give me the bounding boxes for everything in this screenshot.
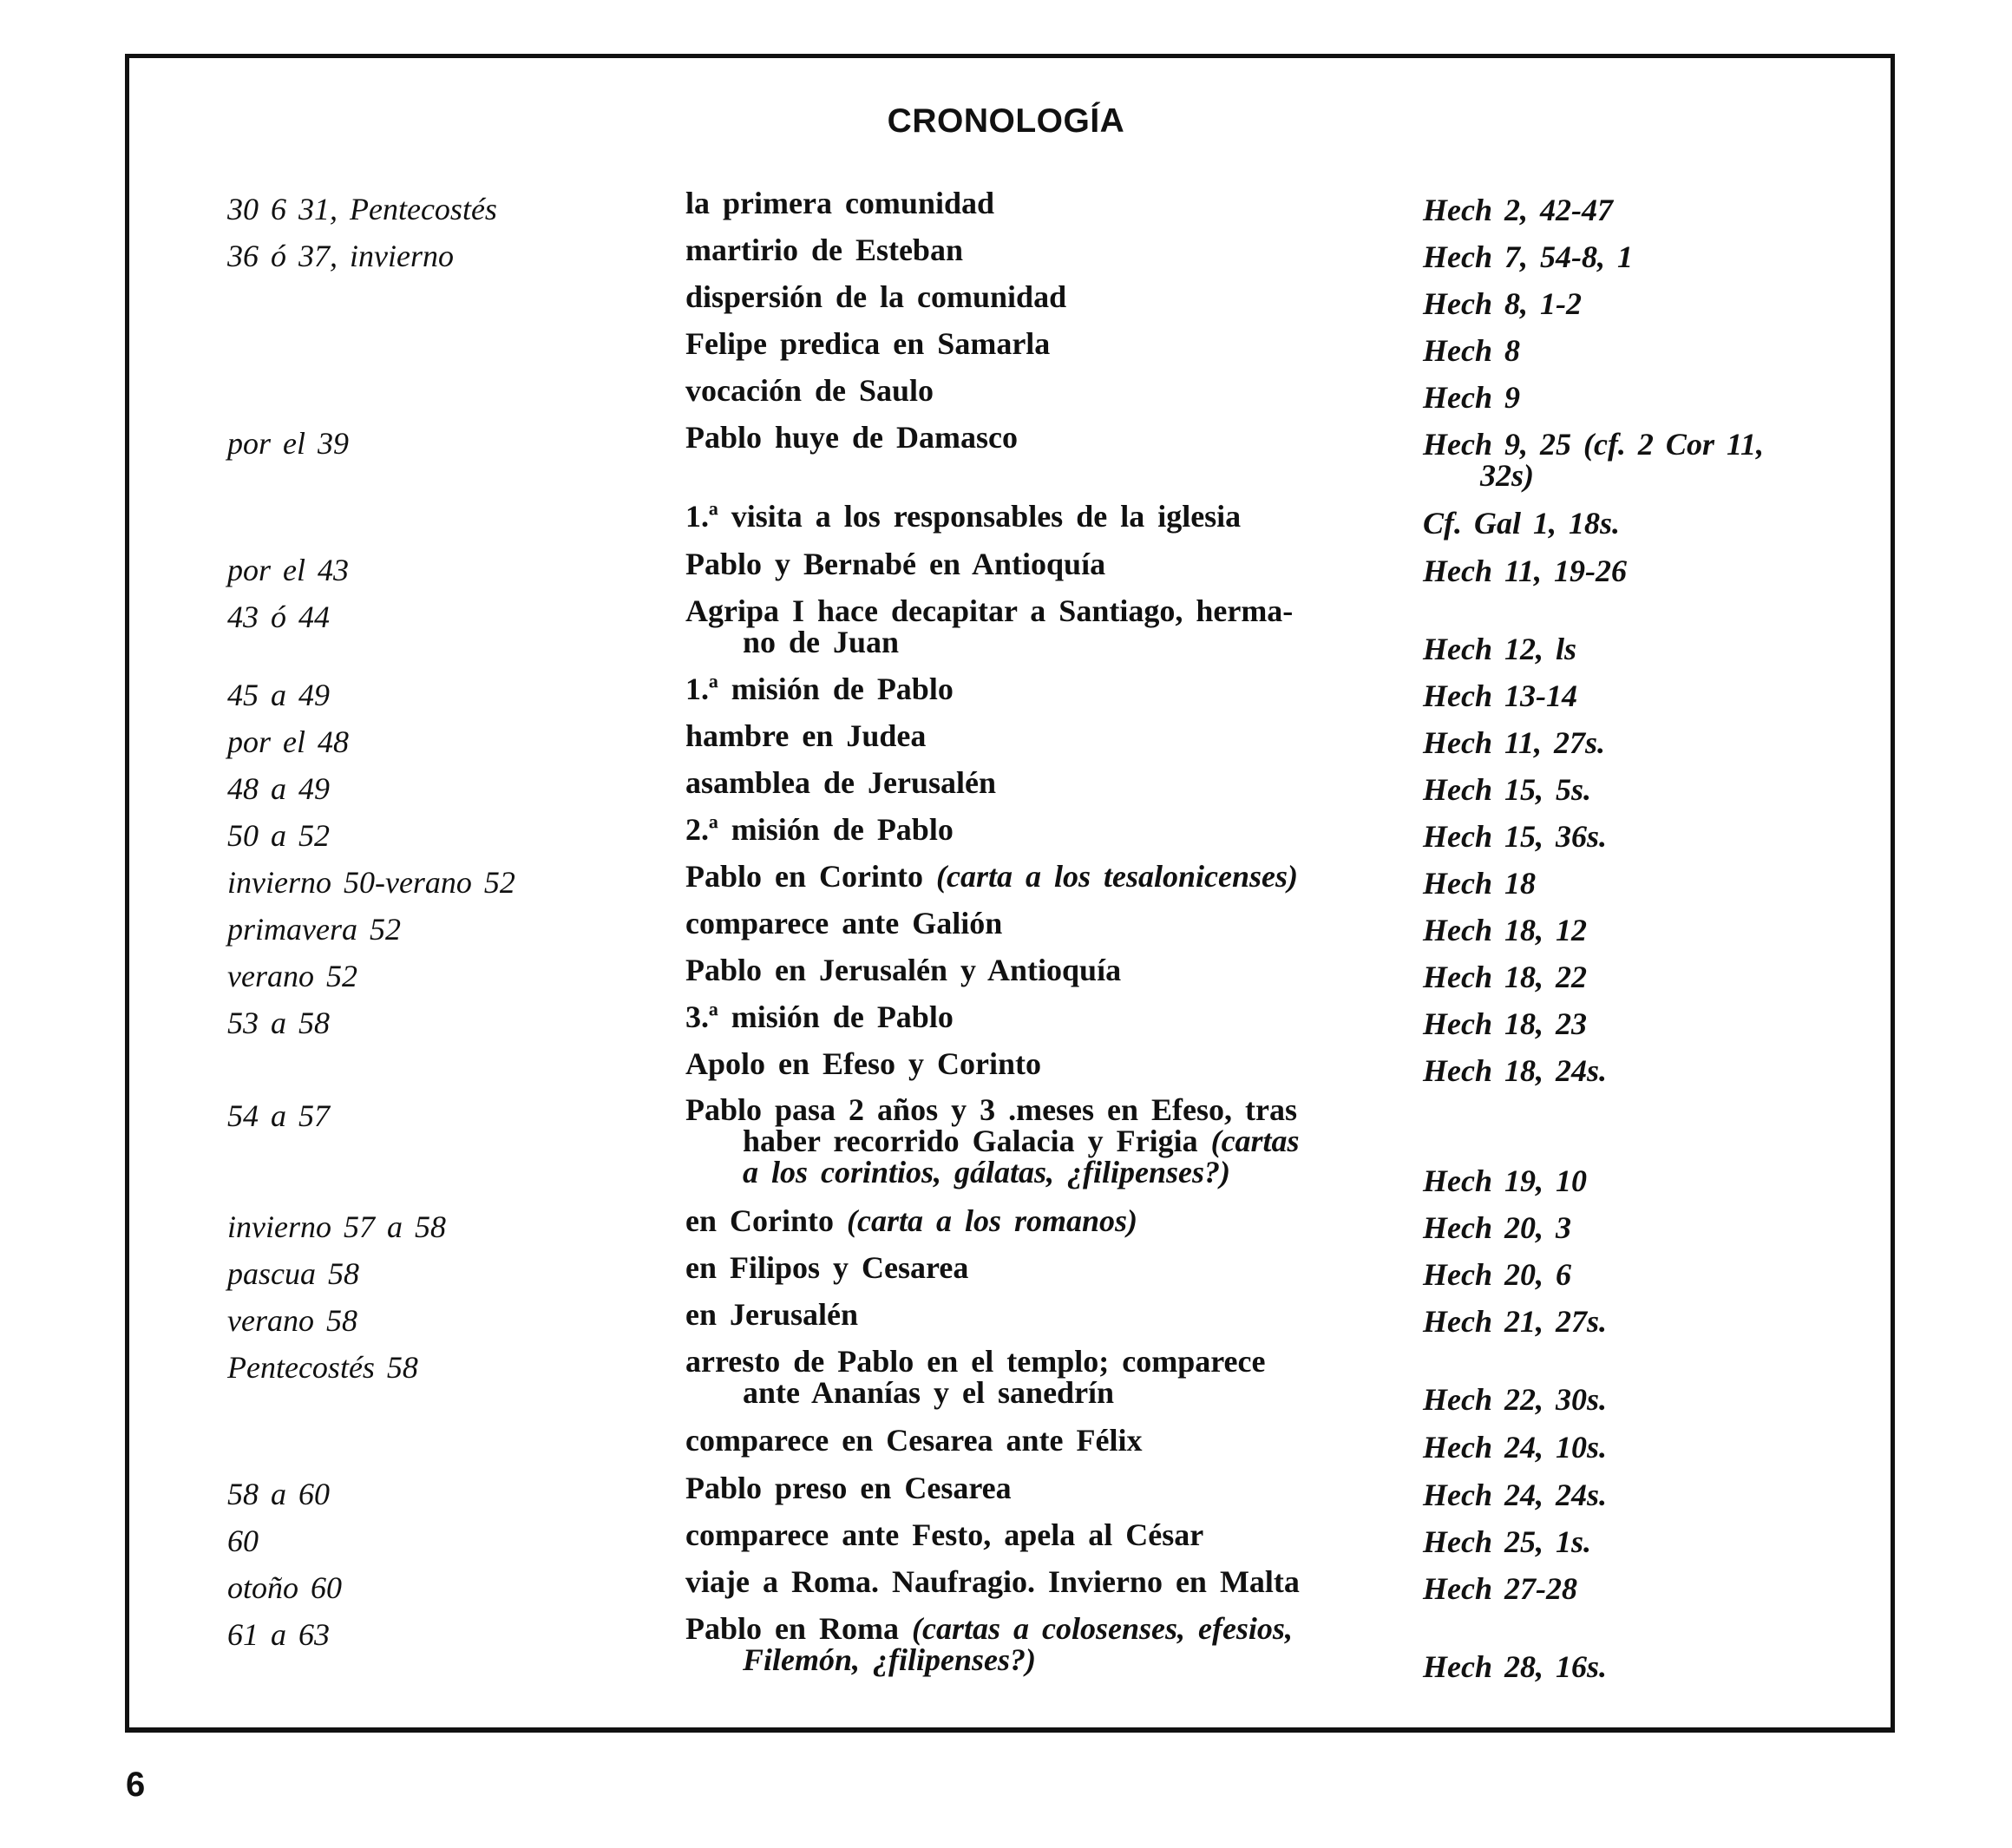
row-date: verano 58: [227, 1303, 357, 1338]
event-line: asamblea de Jerusalén: [685, 765, 996, 800]
row-reference: [1423, 1526, 1813, 1557]
row-event: [685, 1048, 1336, 1079]
row-reference: [1423, 1259, 1813, 1290]
reference-line: Hech 15, 36s.: [1423, 819, 1607, 854]
event-letter-note: (cartas: [1210, 1124, 1300, 1158]
event-line: arresto de Pablo en el templo; comparece: [685, 1344, 1266, 1379]
event-line: Pablo en Jerusalén y Antioquía: [685, 953, 1122, 987]
row-event: [685, 1519, 1336, 1550]
row-event: [685, 673, 1336, 704]
event-line: Pablo en Roma: [685, 1611, 912, 1646]
row-date: 48 a 49: [227, 771, 330, 806]
row-reference: [1423, 241, 1813, 272]
row-reference: [1423, 1212, 1813, 1243]
row-event: [685, 1425, 1336, 1456]
row-event: [685, 1001, 1336, 1032]
row-event: [685, 1472, 1336, 1504]
row-reference: [1423, 335, 1813, 366]
row-event: [685, 1094, 1336, 1188]
row-reference: [1423, 429, 1813, 491]
row-reference: [1423, 288, 1813, 319]
event-line: vocación de Saulo: [685, 373, 934, 408]
event-line: en Jerusalén: [685, 1297, 858, 1332]
page-title: CRONOLOGÍA: [887, 102, 1125, 140]
row-date: 53 a 58: [227, 1006, 330, 1040]
row-reference: [1423, 821, 1813, 852]
event-line: Pablo huye de Damasco: [685, 420, 1019, 455]
row-reference: [1423, 1432, 1813, 1463]
row-event: [685, 234, 1336, 265]
row-date: 36 ó 37, invierno: [227, 239, 454, 273]
event-line: comparece ante Galión: [685, 906, 1003, 940]
row-reference: [1423, 1573, 1813, 1604]
row-reference: [1423, 382, 1813, 413]
reference-line: Hech 9: [1423, 380, 1520, 415]
row-date: 54 a 57: [227, 1098, 330, 1133]
event-line: Pablo pasa 2 años y 3 .meses en Efeso, tras: [685, 1092, 1298, 1127]
reference-line: Hech 9, 25 (cf. 2 Cor 11,: [1423, 427, 1764, 462]
event-line: en Corinto: [685, 1203, 847, 1238]
event-letter-note: (carta a los tesalonicenses): [936, 859, 1298, 894]
reference-line: Hech 2, 42-47: [1423, 193, 1613, 227]
reference-line: Hech 12, ls: [1423, 632, 1576, 666]
event-line: Agripa I hace decapitar a Santiago, herma-: [685, 593, 1294, 628]
reference-line: Hech 8: [1423, 333, 1520, 368]
event-line: haber recorrido Galacia y Frigia: [743, 1124, 1211, 1158]
reference-line: Hech 19, 10: [1423, 1163, 1587, 1198]
reference-line: Hech 18, 22: [1423, 960, 1587, 994]
row-date: por el 43: [227, 553, 349, 587]
row-date: verano 52: [227, 959, 357, 993]
reference-line: Hech 24, 10s.: [1423, 1430, 1607, 1465]
row-reference: [1423, 868, 1813, 899]
row-reference: [1423, 633, 1813, 665]
event-line: comparece ante Festo, apela al César: [685, 1517, 1204, 1552]
reference-line: Hech 13-14: [1423, 678, 1577, 713]
row-event: [685, 328, 1336, 359]
event-line: Pablo en Corinto: [685, 859, 937, 894]
event-line: 2.ª misión de Pablo: [685, 812, 954, 847]
row-reference: [1423, 1008, 1813, 1039]
row-event: [685, 281, 1336, 312]
reference-line: Hech 20, 6: [1423, 1257, 1571, 1292]
row-reference: [1423, 508, 1813, 539]
reference-line: Hech 25, 1s.: [1423, 1524, 1591, 1559]
event-line: 1.ª misión de Pablo: [685, 672, 954, 706]
event-line: Apolo en Efeso y Corinto: [685, 1046, 1041, 1081]
row-event: [685, 1205, 1336, 1236]
row-reference: [1423, 194, 1813, 226]
row-reference: [1423, 961, 1813, 993]
row-event: [685, 1299, 1336, 1330]
event-line: comparece en Cesarea ante Félix: [685, 1423, 1143, 1458]
reference-line: Hech 8, 1-2: [1423, 286, 1582, 321]
row-event: [685, 861, 1336, 892]
row-event: [685, 720, 1336, 751]
row-event: [685, 375, 1336, 406]
event-line: la primera comunidad: [685, 186, 995, 220]
row-date: otoño 60: [227, 1570, 343, 1605]
row-date: invierno 57 a 58: [227, 1209, 446, 1244]
event-line: dispersión de la comunidad: [685, 279, 1067, 314]
reference-line: Hech 27-28: [1423, 1571, 1577, 1606]
reference-line: Hech 7, 54-8, 1: [1423, 239, 1633, 274]
row-date: 30 6 31, Pentecostés: [227, 192, 497, 226]
row-date: pascua 58: [227, 1256, 359, 1291]
event-line: 1.ª visita a los responsables de la iglesia: [685, 499, 1242, 534]
row-date: 50 a 52: [227, 818, 330, 853]
row-date: 60: [227, 1524, 259, 1558]
row-event: [685, 187, 1336, 219]
reference-line: Hech 20, 3: [1423, 1210, 1571, 1245]
row-event: [685, 908, 1336, 939]
event-line: ante Ananías y el sanedrín: [743, 1375, 1115, 1410]
reference-line: Hech 28, 16s.: [1423, 1649, 1607, 1684]
reference-line: Hech 11, 19-26: [1423, 554, 1627, 588]
row-event: [685, 501, 1336, 532]
row-date: Pentecostés 58: [227, 1350, 418, 1385]
reference-line: Hech 18, 12: [1423, 913, 1587, 947]
event-line: viaje a Roma. Naufragio. Invierno en Malta: [685, 1564, 1300, 1599]
event-letter-note: (cartas a colosenses, efesios,: [912, 1611, 1293, 1646]
row-date: 58 a 60: [227, 1477, 330, 1511]
event-line: no de Juan: [743, 625, 900, 659]
row-reference: [1423, 1479, 1813, 1511]
reference-line: Hech 21, 27s.: [1423, 1304, 1607, 1339]
row-reference: [1423, 727, 1813, 758]
page-number: 6: [126, 1766, 146, 1804]
event-line: martirio de Esteban: [685, 233, 963, 267]
row-date: invierno 50-verano 52: [227, 865, 515, 900]
row-event: [685, 1613, 1336, 1675]
row-reference: [1423, 1651, 1813, 1682]
row-event: [685, 1566, 1336, 1597]
event-line: Pablo preso en Cesarea: [685, 1471, 1012, 1505]
event-line: en Filipos y Cesarea: [685, 1250, 969, 1285]
row-reference: [1423, 1055, 1813, 1086]
row-date: por el 39: [227, 426, 349, 461]
reference-line: Cf. Gal 1, 18s.: [1423, 506, 1621, 541]
reference-line: Hech 15, 5s.: [1423, 772, 1591, 807]
row-reference: [1423, 1384, 1813, 1415]
row-reference: [1423, 680, 1813, 711]
row-reference: [1423, 1306, 1813, 1337]
event-letter-note: (carta a los romanos): [847, 1203, 1138, 1238]
row-date: 43 ó 44: [227, 600, 330, 634]
row-event: [685, 814, 1336, 845]
reference-line: Hech 11, 27s.: [1423, 725, 1606, 760]
row-reference: [1423, 555, 1813, 587]
reference-line: Hech 18: [1423, 866, 1536, 901]
reference-line: Hech 24, 24s.: [1423, 1478, 1607, 1512]
row-date: 61 a 63: [227, 1617, 330, 1652]
reference-line: 32s): [1480, 458, 1534, 493]
row-date: primavera 52: [227, 912, 401, 947]
event-letter-note: Filemón, ¿filipenses?): [743, 1642, 1036, 1677]
event-line: Felipe predica en Samarla: [685, 326, 1051, 361]
reference-line: Hech 18, 23: [1423, 1006, 1587, 1041]
event-line: Pablo y Bernabé en Antioquía: [685, 547, 1106, 581]
reference-line: Hech 18, 24s.: [1423, 1053, 1607, 1088]
row-event: [685, 954, 1336, 986]
row-event: [685, 422, 1336, 453]
row-date: por el 48: [227, 724, 349, 759]
event-letter-note: a los corintios, gálatas, ¿filipenses?): [743, 1155, 1231, 1189]
row-date: 45 a 49: [227, 678, 330, 712]
row-event: [685, 1346, 1336, 1408]
event-line: hambre en Judea: [685, 718, 927, 753]
reference-line: Hech 22, 30s.: [1423, 1382, 1607, 1417]
row-event: [685, 1252, 1336, 1283]
row-reference: [1423, 1165, 1813, 1196]
row-reference: [1423, 774, 1813, 805]
row-event: [685, 595, 1336, 658]
event-line: 3.ª misión de Pablo: [685, 999, 954, 1034]
row-reference: [1423, 914, 1813, 946]
row-event: [685, 548, 1336, 580]
row-event: [685, 767, 1336, 798]
